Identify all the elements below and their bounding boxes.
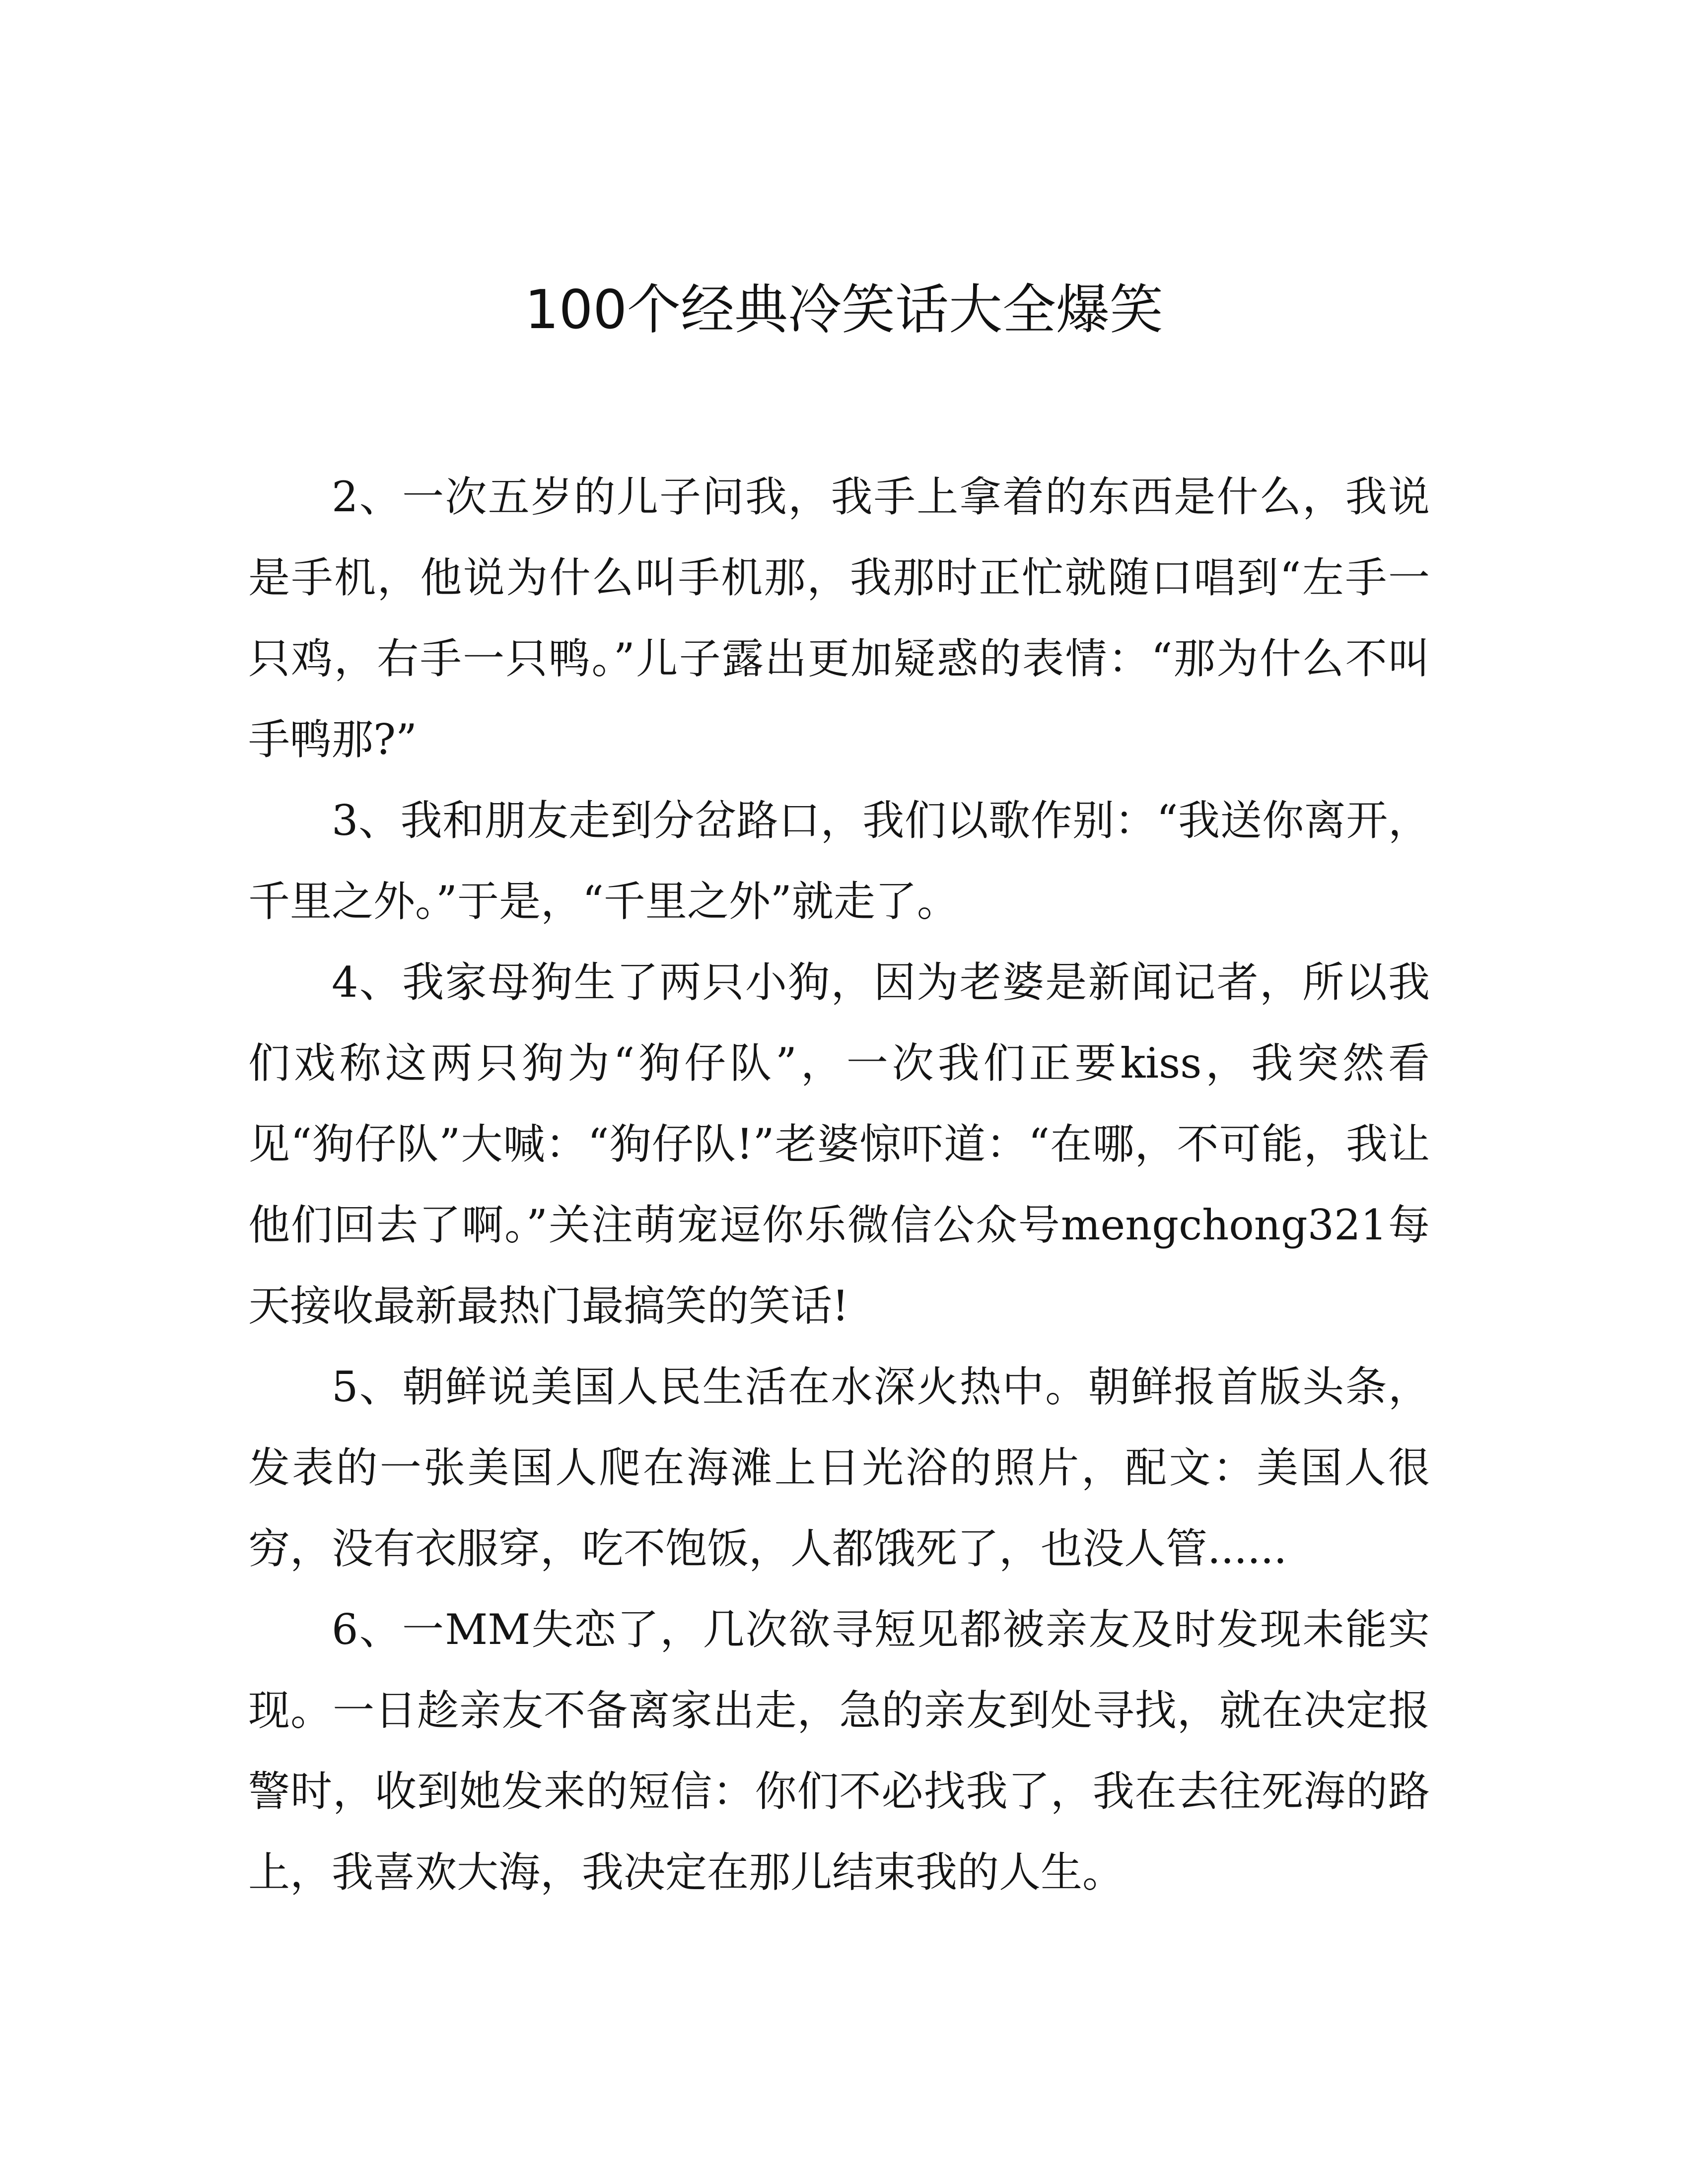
paragraph-joke-3: 3、我和朋友走到分岔路口，我们以歌作别：“我送你离开，千里之外。”于是，“千里之外”就走了。: [248, 796, 1430, 926]
document-body: [248, 457, 1430, 1913]
document-title: 100个经典冷笑话大全爆笑: [524, 279, 1164, 341]
paragraph-joke-4: 4、我家母狗生了两只小狗，因为老婆是新闻记者，所以我们戏称这两只狗为“狗仔队”，一次我们正要kiss，我突然看见“狗仔队”大喊：“狗仔队!”老婆惊吓道：“在哪，不可能，我让他们回去了啊。”关注萌宠逗你乐微信公众号mengchong321每天接收最新最热门最搞笑的笑话!: [248, 958, 1430, 1330]
paragraph-joke-2: 2、一次五岁的儿子问我，我手上拿着的东西是什么，我说是手机，他说为什么叫手机那，我那时正忙就随口唱到“左手一只鸡，右手一只鸭。”儿子露出更加疑惑的表情：“那为什么不叫手鸭那?”: [248, 473, 1430, 764]
paragraph-joke-5: 5、朝鲜说美国人民生活在水深火热中。朝鲜报首版头条，发表的一张美国人爬在海滩上日光浴的照片，配文：美国人很穷，没有衣服穿，吃不饱饭，人都饿死了，也没人管......: [248, 1363, 1430, 1573]
paragraph-joke-6: 6、一MM失恋了，几次欲寻短见都被亲友及时发现未能实现。一日趁亲友不备离家出走，急的亲友到处寻找，就在决定报警时，收到她发来的短信：你们不必找我了，我在去往死海的路上，我喜欢大海，我决定在那儿结束我的人生。: [248, 1605, 1430, 1897]
